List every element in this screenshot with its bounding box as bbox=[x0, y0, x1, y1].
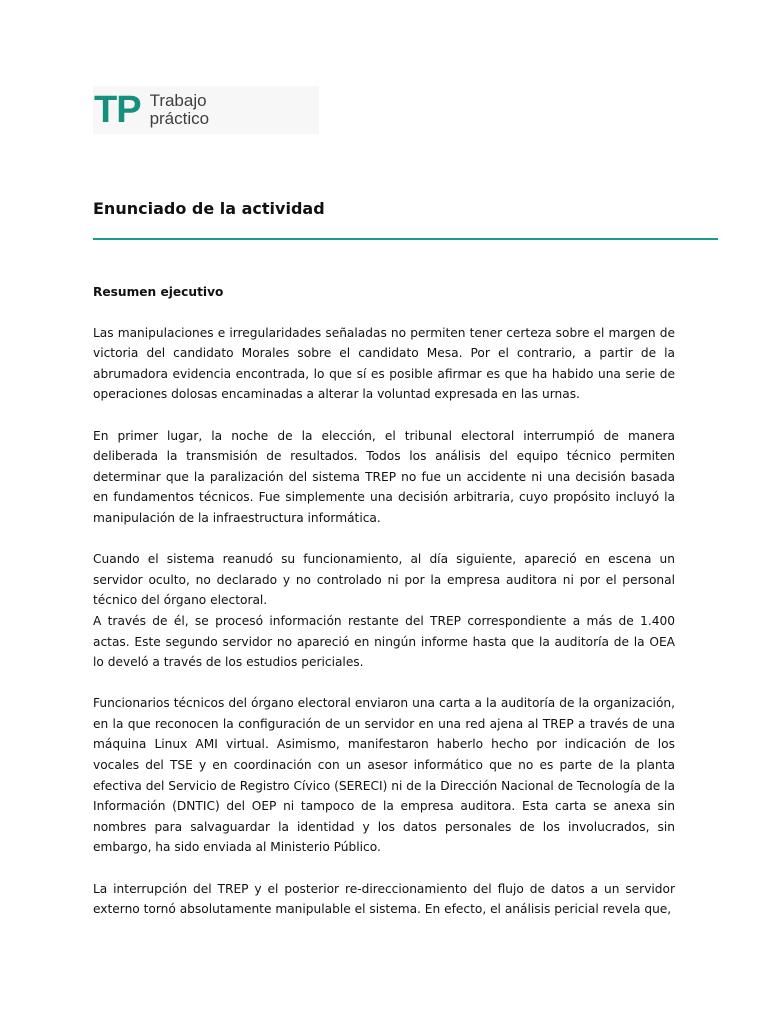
paragraph-1: Las manipulaciones e irregularidades señaladas no permiten tener certeza sobre el margen de victoria del candidato Morales sobre el candidato Mesa. Por el contrario, a partir de la abrumadora evidencia encontrada, lo que sí es posible afirmar es que ha habido una serie de operaciones dolosas encaminadas a alterar la voluntad expresada en las urnas. bbox=[93, 325, 675, 402]
logo-text-line-2: práctico bbox=[149, 109, 210, 128]
logo-text-line-1: Trabajo bbox=[149, 91, 207, 110]
paragraph-5: Funcionarios técnicos del órgano electoral enviaron una carta a la auditoría de la organización, en la que reconocen la configuración de un servidor en una red ajena al TREP a través de una máquina Linux AMI virtual. Asimismo, manifestaron haberlo hecho por indicación de los vocales del TSE y en coordinación con un asesor informático que no es parte de la planta efectiva del Servicio de Registro Cívico (SERECI) ni de la Dirección Nacional de Tecnología de la Información (DNTIC) del OEP ni tampoco de la empresa auditora. Esta carta se anexa sin nombres para salvaguardar la identidad y los datos personales de los involucrados, sin embargo, ha sido enviada al Ministerio Público. bbox=[93, 696, 675, 855]
section-heading: Resumen ejecutivo bbox=[93, 285, 224, 299]
document-title: Enunciado de la actividad bbox=[93, 199, 325, 218]
paragraph-2: En primer lugar, la noche de la elección, el tribunal electoral interrumpió de manera deliberada la transmisión de resultados. Todos los análisis del equipo técnico permiten determinar que la paralización del sistema TREP no fue un accidente ni una decisión basada en fundamentos técnicos. Fue simplemente una decisión arbitraria, cuyo propósito incluyó la manipulación de la infraestructura informática. bbox=[93, 428, 675, 525]
paragraph-4: A través de él, se procesó información restante del TREP correspondiente a más de 1.400 actas. Este segundo servidor no apareció en ningún informe hasta que la auditoría de la OEA lo develó a través de los estudios periciales. bbox=[93, 613, 675, 670]
document-body bbox=[93, 282, 675, 940]
logo-mark: TP bbox=[94, 89, 141, 131]
paragraph-6: La interrupción del TREP y el posterior re-direccionamiento del flujo de datos a un servidor externo tornó absolutamente manipulable el sistema. En efecto, el análisis pericial revela que, bbox=[93, 881, 675, 917]
tp-logo bbox=[93, 86, 319, 134]
title-divider bbox=[93, 238, 718, 240]
paragraph-3: Cuando el sistema reanudó su funcionamiento, al día siguiente, apareció en escena un servidor oculto, no declarado y no controlado ni por la empresa auditora ni por el personal técnico del órgano electoral. bbox=[93, 552, 675, 608]
logo-text bbox=[150, 92, 210, 128]
